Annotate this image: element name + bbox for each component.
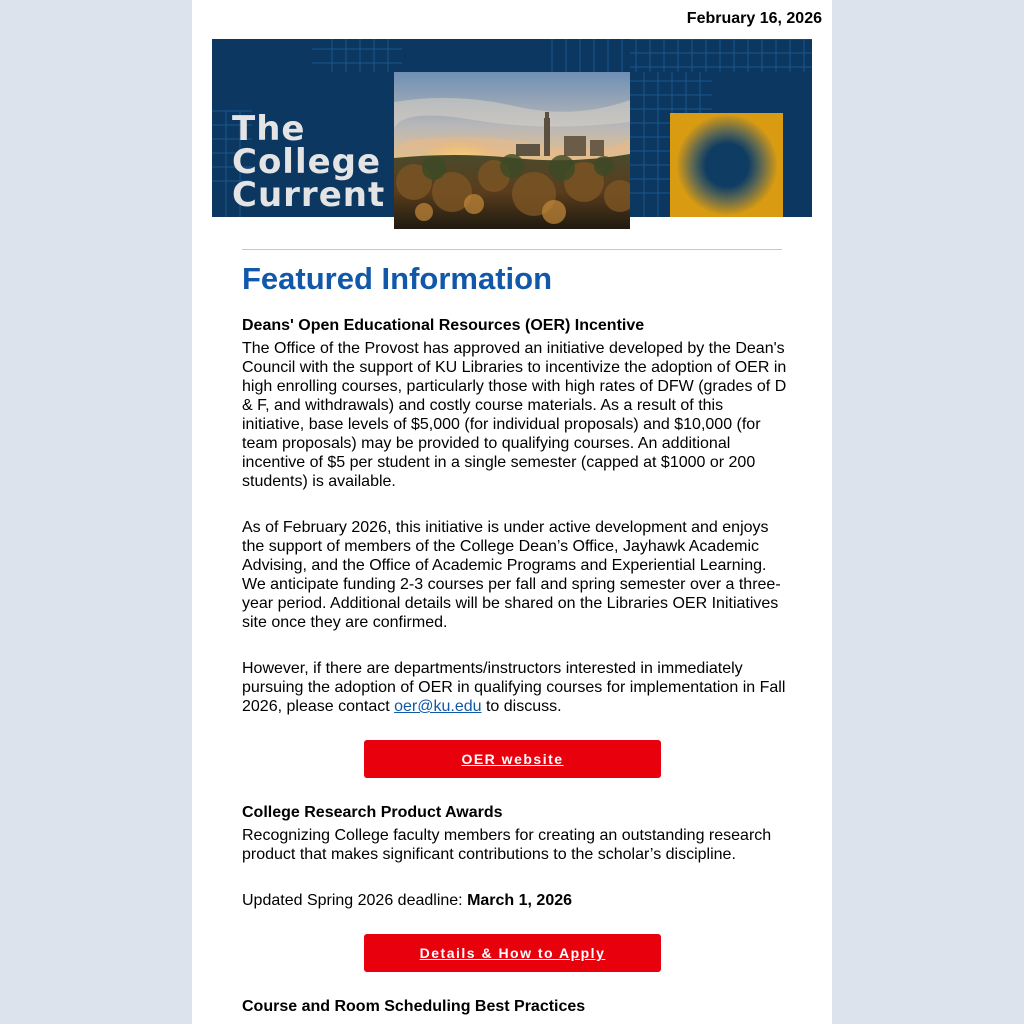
issue-date: February 16, 2026: [686, 10, 822, 27]
apply-details-button[interactable]: Details & How to Apply: [364, 934, 661, 972]
oer-email-link[interactable]: oer@ku.edu: [394, 698, 482, 715]
awards-deadline: [242, 891, 787, 910]
title-line-3: Current: [232, 175, 386, 215]
featured-content: [242, 260, 787, 1016]
campus-sunset-image: [394, 72, 630, 229]
newsletter-page: [192, 0, 832, 1024]
oer-paragraph-3-text: However, if there are departments/instructors interested in immediately pursuing the adoption of OER in qualifying courses for implementation in Fall 2026, please contact: [242, 660, 786, 715]
awards-heading: College Research Product Awards: [242, 804, 503, 821]
oer-paragraph-2: As of February 2026, this initiative is under active development and enjoys the support of members of the College Dean’s Office, Jayhawk Academic Advising, and the Office of Academic Programs and Experiential Learning. We anticipate funding 2-3 courses per fall and spring semester over a three-year period. Additional details will be shared on the Libraries OER Initiatives site once they are confirmed.: [242, 519, 781, 631]
decorative-glow: [677, 115, 777, 215]
oer-heading: Deans' Open Educational Resources (OER) Incentive: [242, 317, 645, 334]
section-title: Featured Information: [242, 261, 553, 296]
section-divider: [242, 249, 782, 250]
oer-paragraph-3-tail: to discuss.: [481, 698, 562, 715]
campus-sunset-photo: [394, 72, 630, 229]
awards-paragraph: Recognizing College faculty members for creating an outstanding research product that makes significant contributions to the scholar’s discipline.: [242, 827, 772, 863]
scheduling-heading: Course and Room Scheduling Best Practices: [242, 998, 586, 1015]
newsletter-title: [232, 109, 386, 215]
title-line-2: College: [232, 142, 382, 182]
newsletter-banner: [212, 39, 812, 217]
deadline-label: Updated Spring 2026 deadline:: [242, 892, 468, 909]
oer-paragraph-3: [242, 659, 787, 716]
deadline-value: March 1, 2026: [467, 892, 573, 909]
title-line-1: The: [232, 109, 306, 149]
oer-website-button[interactable]: OER website: [364, 740, 661, 778]
oer-paragraph-1: The Office of the Provost has approved an initiative developed by the Dean's Council with the support of KU Libraries to incentivize the adoption of OER in high enrolling courses, particularly those with high rates of DFW (grades of D & F, and withdrawals) and costly course materials. As a result of this initiative, base levels of $5,000 (for individual proposals) and $10,000 (for team proposals) may be provided to qualifying courses. An additional incentive of $5 per student in a single semester (capped at $1000 or 200 students) is available.: [242, 340, 787, 490]
decorative-gold-square: [670, 113, 783, 217]
